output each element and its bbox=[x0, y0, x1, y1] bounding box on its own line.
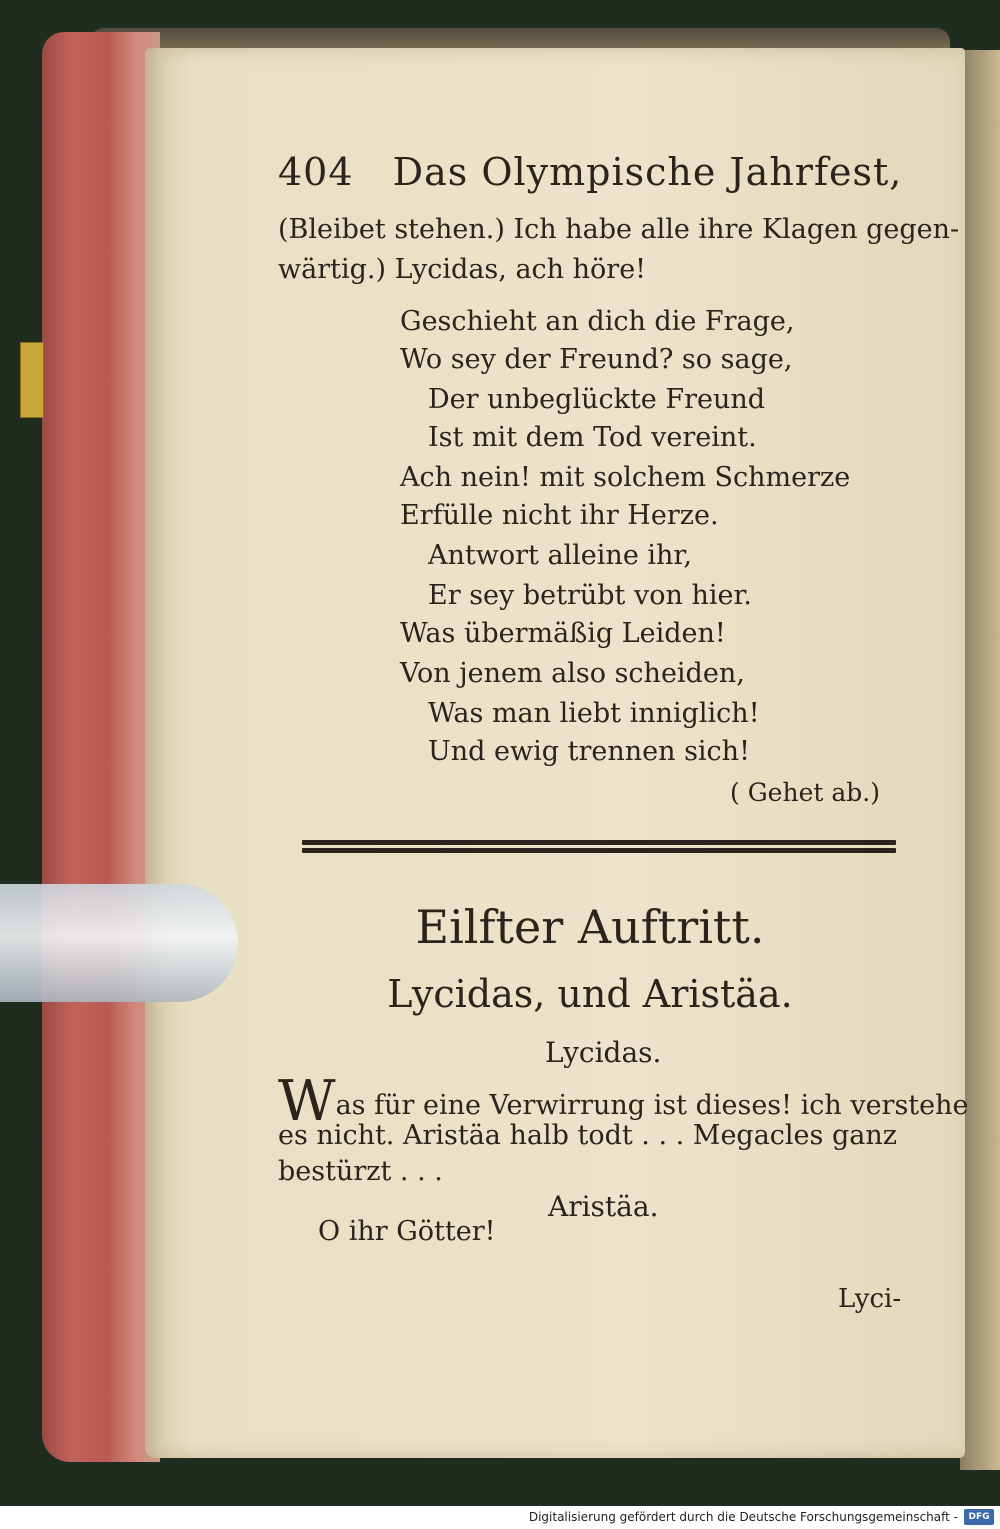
dialogue-line: bestürzt . . . bbox=[278, 1156, 443, 1187]
verse-line: Was übermäßig Leiden! bbox=[400, 618, 726, 649]
book-page-edges bbox=[42, 32, 160, 1462]
dfg-logo: DFG bbox=[964, 1509, 994, 1525]
verse-line: Er sey betrübt von hier. bbox=[428, 580, 752, 611]
verse-line: Erfülle nicht ihr Herze. bbox=[400, 500, 719, 531]
running-header bbox=[278, 150, 902, 194]
facing-page-strip bbox=[960, 50, 1000, 1470]
footer-credit: Digitalisierung gefördert durch die Deutsche Forschungsgemeinschaft - bbox=[528, 1510, 958, 1524]
prose-line: wärtig.) Lycidas, ach höre! bbox=[278, 254, 647, 285]
section-divider bbox=[302, 840, 896, 856]
verse-line: Geschieht an dich die Frage, bbox=[400, 306, 795, 337]
speaker-name: Lycidas. bbox=[545, 1036, 662, 1069]
speaker-name: Aristäa. bbox=[548, 1190, 659, 1223]
verse-line: Der unbeglückte Freund bbox=[428, 384, 766, 415]
verse-line: Von jenem also scheiden, bbox=[400, 658, 745, 689]
verse-line: Wo sey der Freund? so sage, bbox=[400, 344, 793, 375]
footer-bar bbox=[0, 1506, 1000, 1529]
catchword: Lyci- bbox=[838, 1284, 902, 1314]
verse-line: Ach nein! mit solchem Schmerze bbox=[400, 462, 851, 493]
dialogue-line: O ihr Götter! bbox=[318, 1216, 496, 1247]
scene-characters: Lycidas, und Aristäa. bbox=[387, 972, 793, 1016]
dialogue-text: as für eine Verwirrung ist dieses! ich verstehe bbox=[335, 1090, 969, 1121]
dialogue-line: es nicht. Aristäa halb todt . . . Megacles ganz bbox=[278, 1120, 897, 1151]
verse-line: Und ewig trennen sich! bbox=[428, 736, 750, 767]
running-title: Das Olympische Jahrfest, bbox=[392, 150, 903, 194]
scene-title: Eilfter Auftritt. bbox=[415, 900, 765, 954]
prose-line: (Bleibet stehen.) Ich habe alle ihre Klagen gegen- bbox=[278, 214, 960, 245]
verse-line: Ist mit dem Tod vereint. bbox=[428, 422, 757, 453]
page-number: 404 bbox=[278, 150, 354, 194]
stage-direction: ( Gehet ab.) bbox=[730, 778, 880, 807]
bookmark-ribbon bbox=[20, 342, 44, 418]
drop-cap: W bbox=[278, 1069, 336, 1134]
verse-line: Was man liebt inniglich! bbox=[428, 698, 760, 729]
verse-line: Antwort alleine ihr, bbox=[428, 540, 692, 571]
